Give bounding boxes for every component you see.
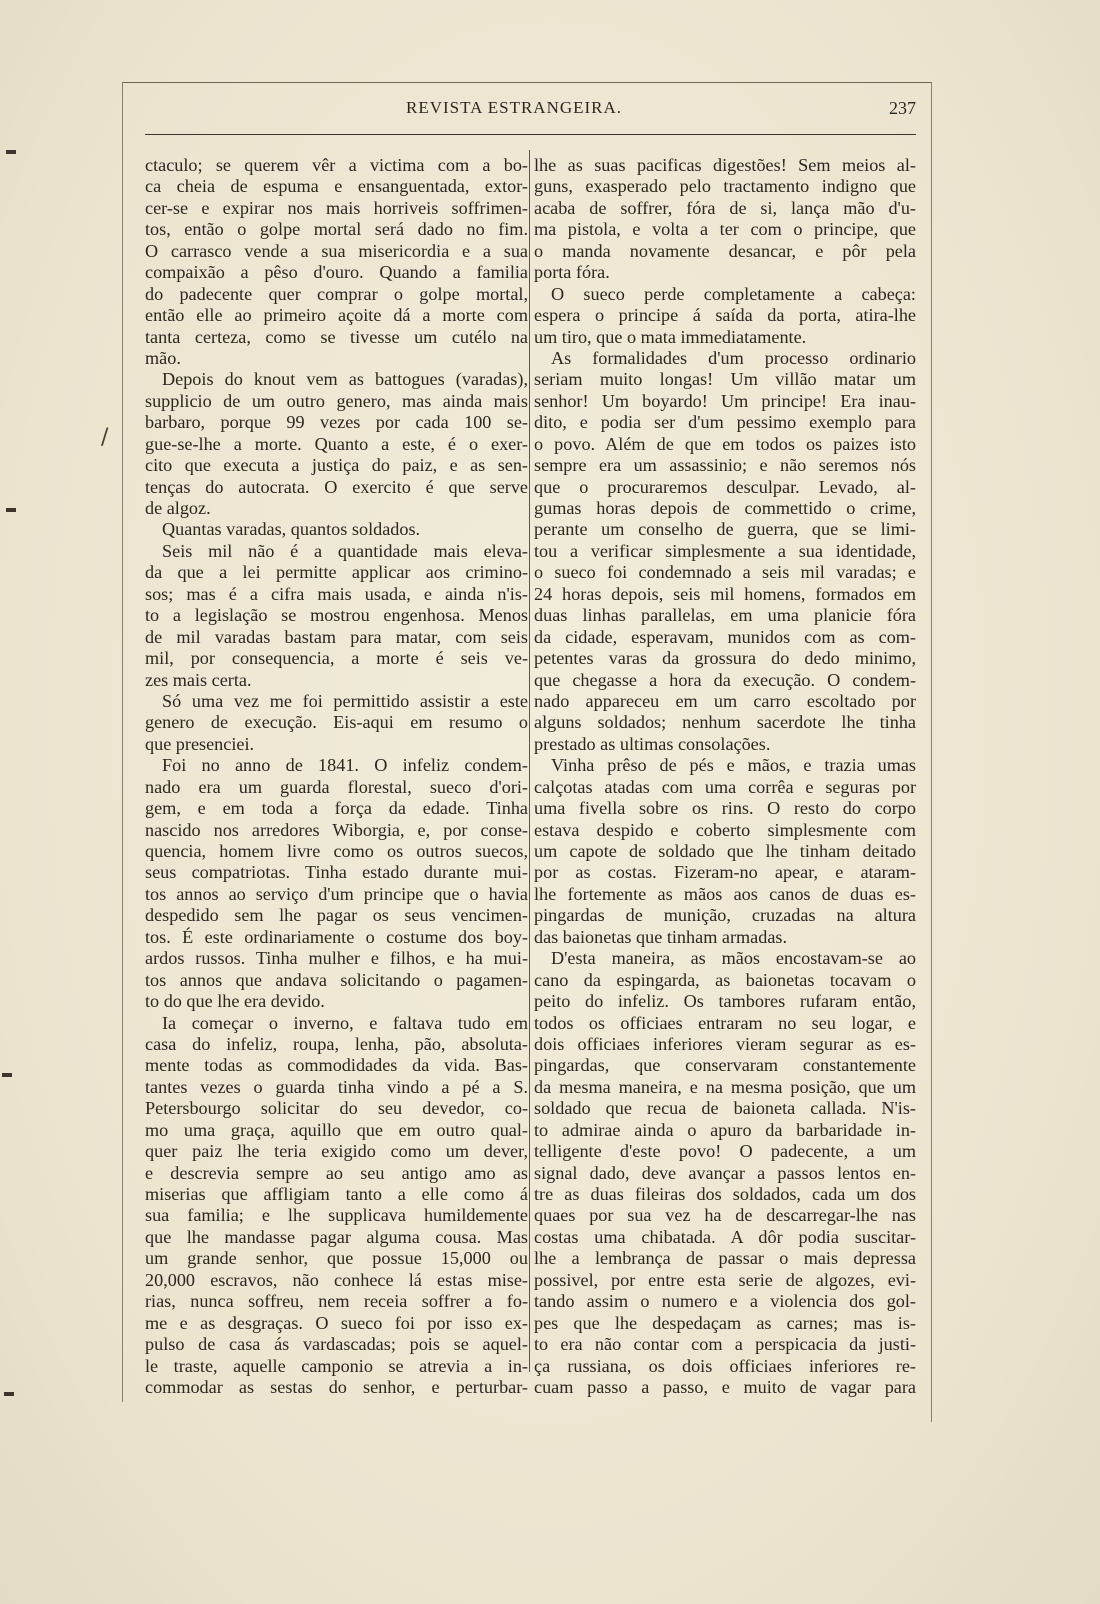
text-line: Só uma vez me foi permittido assistir a este: [162, 690, 528, 711]
text-line: tantes vezes o guarda tinha vindo a pé a S.: [145, 1076, 528, 1097]
text-line: ma pistola, e volta a ter com o principe, que: [534, 219, 916, 240]
text-line: O carrasco vende a sua misericordia e a sua: [145, 240, 528, 261]
text-line: me e as desgraças. O sueco foi por isso ex-: [145, 1312, 528, 1333]
text-line: seus compatriotas. Tinha estado durante mui-: [145, 862, 528, 883]
text-line: pulso de casa ás vardascadas; pois se aquel-: [145, 1334, 528, 1355]
text-line: to admirae ainda o apuro da barbaridade in-: [534, 1119, 916, 1140]
text-line: to a legislação se mostrou engenhosa. Menos: [145, 605, 528, 626]
text-line: mente todas as commodidades da vida. Bas-: [145, 1055, 528, 1076]
text-line: estava despido e coberto simplesmente com: [534, 819, 916, 840]
text-line: seriam muito longas! Um villão matar um: [534, 369, 916, 390]
text-line: cano da espingarda, as baionetas tocavam o: [534, 969, 916, 990]
edge-mark: [6, 150, 16, 154]
text-line: peito do infeliz. Os tambores rufaram então,: [534, 991, 916, 1012]
text-line: Seis mil não é a quantidade mais eleva-: [162, 540, 528, 561]
running-header: [140, 98, 916, 128]
text-line: sua familia; e lhe supplicava humildemente: [145, 1205, 528, 1226]
text-line: alguns soldados; nenhum sacerdote lhe tinha: [534, 712, 916, 733]
text-line: da mesma maneira, e na mesma posição, que um: [534, 1076, 916, 1097]
text-line: da que a lei permitte applicar aos crimino-: [145, 562, 528, 583]
text-line: pingardas de munição, cruzadas na altura: [534, 905, 916, 926]
text-line: tos. É este ordinariamente o costume dos boy-: [145, 926, 528, 947]
text-line: despedido sem lhe pagar os seus vencimen-: [145, 905, 528, 926]
text-line: o sueco foi condemnado a seis mil varadas; e: [534, 562, 916, 583]
text-line: lhe as suas pacificas digestões! Sem meios al-: [534, 155, 916, 175]
text-line: que presenciei.: [145, 733, 255, 754]
text-line: quencia, homem livre como os outros suecos,: [145, 841, 528, 861]
text-line: O sueco perde completamente a cabeça:: [551, 283, 916, 304]
text-line: to era não contar com a perspicacia da justi-: [534, 1334, 916, 1355]
text-line: pes que lhe despedaçam as carnes; mas is-: [534, 1312, 916, 1333]
text-line: senhor! Um boyardo! Um principe! Era inau-: [534, 390, 916, 411]
text-line: guns, exasperado pelo tractamento indigno que: [534, 176, 916, 197]
text-line: sos; mas é a cifra mais usada, e ainda n'is-: [145, 583, 528, 604]
text-line: mil, por consequencia, a morte é seis ve-: [145, 648, 528, 669]
text-line: D'esta maneira, as mãos encostavam-se ao: [551, 948, 916, 969]
text-line: Vinha prêso de pés e mãos, e trazia umas: [551, 755, 916, 776]
text-line: que chegasse a hora da execução. O condem-: [534, 669, 916, 690]
text-line: perante um conselho de guerra, que se limi-: [534, 519, 916, 540]
text-line: gumas horas depois de commettido o crime,: [534, 498, 916, 518]
text-line: ca cheia de espuma e ensanguentada, extor-: [145, 176, 528, 197]
margin-annotation: /: [101, 425, 109, 450]
text-line: espera o principe á saída da porta, atira-lhe: [534, 305, 916, 326]
text-line: o manda novamente desancar, e pôr pela: [534, 240, 916, 261]
text-line: todos os officiaes entraram no seu logar, e: [534, 1012, 916, 1033]
edge-mark: [4, 1392, 14, 1396]
text-line: mão.: [145, 347, 181, 368]
frame-rule-left: [122, 82, 123, 1402]
text-line: sempre era um assassinio; e não seremos nós: [534, 455, 916, 476]
right-column: [534, 155, 916, 1398]
text-line: cito que executa a justiça do paiz, e as sen-: [145, 455, 528, 476]
text-line: tenças do autocrata. O exercito é que serve: [145, 476, 528, 497]
text-line: tos annos que andava solicitando o pagamen-: [145, 969, 528, 990]
text-line: prestado as ultimas consolações.: [534, 733, 771, 754]
text-line: tos annos ao serviço d'um principe que o havia: [145, 883, 528, 904]
text-line: zes mais certa.: [145, 669, 252, 690]
text-line: quaes por sua vez ha de descarregar-lhe nas: [534, 1205, 916, 1226]
text-line: do padecente quer comprar o golpe mortal,: [145, 283, 528, 304]
text-line: tos, então o golpe mortal será dado no fim.: [145, 219, 528, 240]
text-line: o povo. Além de que em todos os paizes isto: [534, 433, 916, 454]
text-line: que lhe mandasse pagar alguma cousa. Mas: [145, 1226, 528, 1247]
text-line: soldado que recua de baioneta callada. N'is-: [534, 1098, 916, 1119]
text-line: gem, e em toda a força da edade. Tinha: [145, 798, 528, 819]
left-column: [145, 155, 528, 1398]
text-line: barbaro, porque 99 vezes por cada 100 se-: [145, 412, 528, 433]
text-line: gue-se-lhe a morte. Quanto a este, é o exer-: [145, 433, 528, 454]
text-line: lhe a lembrança de passar o mais depressa: [534, 1248, 916, 1269]
text-line: uma fivella sobre os rins. O resto do corpo: [534, 798, 916, 819]
text-line: nado era um guarda florestal, sueco d'ori-: [145, 776, 528, 797]
text-line: tre as duas fileiras dos soldados, cada um dos: [534, 1184, 916, 1204]
edge-mark: [2, 1073, 12, 1077]
frame-rule-right: [931, 82, 932, 1422]
text-line: um grande senhor, que possue 15,000 ou: [145, 1248, 528, 1269]
text-line: 20,000 escravos, não conhece lá estas mise-: [145, 1269, 528, 1290]
edge-mark: [6, 508, 16, 512]
header-rule: [145, 134, 916, 135]
text-line: commodar as sestas do senhor, e perturbar-: [145, 1376, 528, 1397]
text-line: tando assim o numero e a violencia dos gol-: [534, 1291, 916, 1312]
text-line: possivel, por entre esta serie de algozes, evi-: [534, 1269, 916, 1290]
text-line: de algoz.: [145, 498, 211, 518]
text-line: cuam passo a passo, e muito de vagar para: [534, 1376, 916, 1397]
text-line: genero de execução. Eis-aqui em resumo o: [145, 712, 528, 733]
text-line: ça russiana, os dois officiaes inferiores re-: [534, 1355, 916, 1376]
text-line: mo uma graça, aquillo que em outro qual-: [145, 1119, 528, 1140]
text-line: Foi no anno de 1841. O infeliz condem-: [162, 755, 528, 776]
text-line: Depois do knout vem as battogues (varadas),: [162, 369, 528, 390]
text-line: calçotas atadas com uma corrêa e seguras por: [534, 776, 916, 797]
text-line: quer paiz lhe teria exigido como um dever,: [145, 1141, 528, 1162]
text-line: então elle ao primeiro açoite dá a morte com: [145, 305, 528, 326]
text-line: de mil varadas bastam para matar, com seis: [145, 626, 528, 647]
text-line: Ia começar o inverno, e faltava tudo em: [162, 1012, 528, 1033]
text-line: pingardas, que conservaram constantemente: [534, 1055, 916, 1076]
text-line: que o procuraremos desculpar. Levado, al-: [534, 476, 916, 497]
text-line: duas linhas parallelas, em uma planicie fóra: [534, 605, 916, 626]
text-line: miserias que affligiam tanto a elle como á: [145, 1184, 528, 1204]
text-line: compaixão a pêso d'ouro. Quando a familia: [145, 262, 528, 283]
text-line: cer-se e expirar nos mais horriveis soffrimen-: [145, 197, 528, 218]
frame-rule-top: [122, 82, 932, 83]
text-line: um tiro, que o mata immediatamente.: [534, 326, 807, 347]
text-line: e descrevia sempre ao seu antigo amo as: [145, 1162, 528, 1183]
text-line: das baionetas que tinham armadas.: [534, 926, 788, 947]
text-line: Quantas varadas, quantos soldados.: [162, 519, 421, 540]
text-line: to do que lhe era devido.: [145, 991, 325, 1012]
page-number: 237: [889, 98, 916, 118]
text-line: ctaculo; se querem vêr a victima com a bo-: [145, 155, 528, 175]
text-line: nado appareceu em um carro escoltado por: [534, 690, 916, 711]
text-line: acaba de soffrer, fóra de si, lança mão d'u-: [534, 197, 916, 218]
text-line: por as costas. Fizeram-no apear, e ataram-: [534, 862, 916, 883]
column-divider: [529, 150, 530, 1372]
text-line: casa do infeliz, roupa, lenha, pão, absoluta-: [145, 1033, 528, 1054]
running-title: REVISTA ESTRANGEIRA.: [406, 98, 623, 117]
text-line: dois officiaes inferiores vieram segurar as es-: [534, 1033, 916, 1054]
text-line: porta fóra.: [534, 262, 610, 283]
text-line: costas uma chibatada. A dôr podia suscitar-: [534, 1226, 916, 1247]
text-line: As formalidades d'um processo ordinario: [551, 347, 916, 368]
text-line: rias, nunca soffreu, nem receia soffrer a fo-: [145, 1291, 528, 1312]
text-line: supplicio de um outro genero, mas ainda mais: [145, 390, 528, 411]
text-line: le traste, aquelle camponio se atrevia a in-: [145, 1355, 528, 1376]
text-line: lhe fortemente as mãos aos canos de duas es-: [534, 883, 916, 904]
text-line: Petersbourgo solicitar do seu devedor, co-: [145, 1098, 528, 1119]
text-line: nascido nos arredores Wiborgia, e, por conse-: [145, 819, 528, 840]
text-line: 24 horas depois, seis mil homens, formados em: [534, 583, 916, 604]
text-line: petentes varas da grossura do dedo minimo,: [534, 648, 916, 669]
text-line: tou a verificar simplesmente a sua identidade,: [534, 540, 916, 561]
text-line: signal dado, deve avançar a passos lentos en-: [534, 1162, 916, 1183]
text-line: telligente d'este povo! O padecente, a um: [534, 1141, 916, 1162]
text-line: da cidade, esperavam, munidos com as com-: [534, 626, 916, 647]
text-line: ardos russos. Tinha mulher e filhos, e ha mui-: [145, 948, 528, 969]
text-line: tanta certeza, como se tivesse um cutélo na: [145, 326, 528, 347]
text-line: um capote de soldado que lhe tinham deitado: [534, 841, 916, 861]
text-line: dito, e podia ser d'um pessimo exemplo para: [534, 412, 916, 433]
